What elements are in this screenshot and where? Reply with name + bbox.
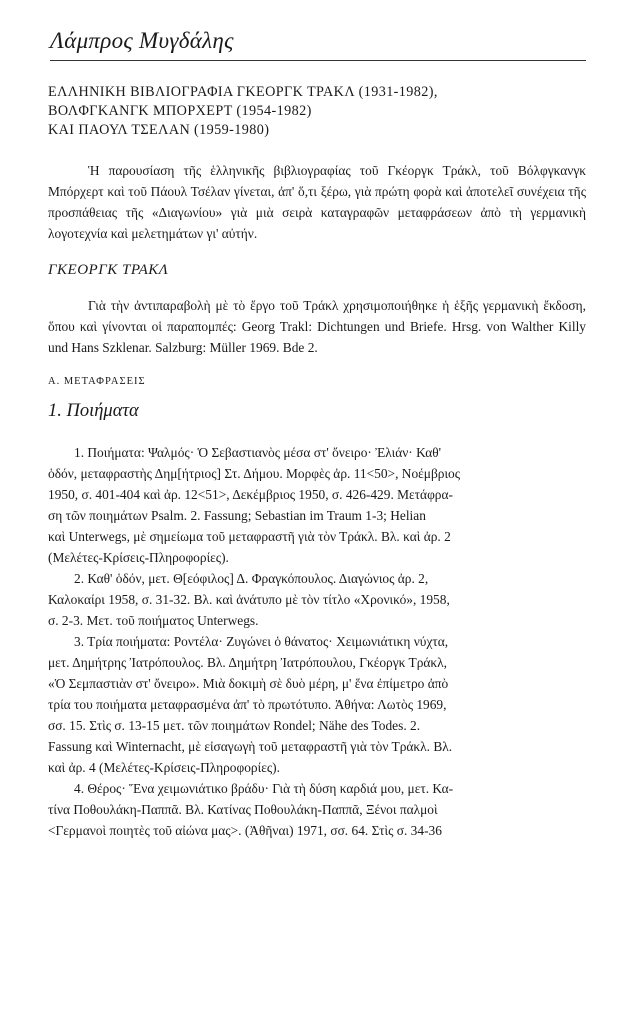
entry-line: τίνα Ποθουλάκη-Παππᾶ. Βλ. Κατίνας Ποθουλάκη-Παππᾶ, Ξένοι παλμοὶ (48, 802, 438, 817)
entry-line: 4. Θέρος· Ἕνα χειμωνιάτικο βράδυ· Γιὰ τὴ δύση καρδιά μου, μετ. Κα- (74, 781, 454, 796)
entry-line: μετ. Δημήτρης Ἰατρόπουλος. Βλ. Δημήτρη Ἰατρόπουλου, Γκέοργκ Τράκλ, (48, 655, 447, 670)
subsection-translations-label: Α. ΜΕΤΑΦΡΑΣΕΙΣ (48, 376, 146, 387)
entry-line: τρία του ποιήματα μεταφρασμένα ἀπ' τὸ πρωτότυπο. Ἀθήνα: Λωτὸς 1969, (48, 697, 447, 712)
entry-line: 1. Ποιήματα: Ψαλμός· Ὁ Σεβαστιανὸς μέσα στ' ὄνειρο· Ἐλιάν· Καθ' (74, 445, 442, 460)
edition-note-paragraph: Γιὰ τὴν ἀντιπαραβολὴ μὲ τὸ ἔργο τοῦ Τράκλ χρησιμοποιήθηκε ἡ ἑξῆς γερμανικὴ ἔκδοση, ὅπου καὶ γίνονται οἱ παραπομπές: Georg Trakl: Dichtungen und Briefe. Hrsg. von Walther Killy und Hans Szklenar. Salzburg: Müller 1969. Bde 2. (48, 298, 586, 355)
entry-line: 2. Καθ' ὁδόν, μετ. Θ[εόφιλος] Δ. Φραγκόπουλος. Διαγώνιος ἀρ. 2, (74, 571, 429, 586)
entry-line: καὶ ἀρ. 4 (Μελέτες-Κρίσεις-Πληροφορίες). (48, 760, 280, 775)
intro-paragraph: Ἡ παρουσίαση τῆς ἑλληνικῆς βιβλιογραφίας τοῦ Γκέοργκ Τράκλ, τοῦ Βόλφγκανγκ Μπόρχερτ καὶ τοῦ Πάουλ Τσέλαν γίνεται, ἀπ' ὅ,τι ξέρω, γιὰ πρώτη φορὰ καὶ ἀποτελεῖ συνέχεια τῆς προσπάθειας τῆς «Διαγωνίου» γιὰ μιὰ σειρὰ καταγραφῶν μεταφράσεων ἀπὸ τὴ γερμανικὴ λογοτεχνία καὶ μελετημάτων γι' αὐτήν. (48, 163, 586, 241)
bibliography-entry-1 (48, 442, 586, 568)
bibliography-entry-4 (48, 778, 586, 841)
entry-line: «Ὁ Σεμπαστιὰν στ' ὄνειρο». Μιὰ δοκιμὴ σὲ δυὸ μέρη, μ' ἕνα ἐπίμετρο ἀπὸ (48, 676, 449, 691)
title-line: ΚΑΙ ΠΑΟΥΛ ΤΣΕΛΑΝ (1959-1980) (48, 122, 270, 138)
running-header-author: Λάμπρος Μυγδάλης (50, 28, 586, 61)
entry-line: σσ. 15. Στὶς σ. 13-15 μετ. τῶν ποιημάτων Rondel; Nähe des Todes. 2. (48, 718, 421, 733)
poems-heading: 1. Ποιήματα (48, 401, 139, 421)
bibliography-entry-3 (48, 631, 586, 778)
entry-line: σ. 2-3. Μετ. τοῦ ποιήματος Unterwegs. (48, 613, 259, 628)
entry-line: Καλοκαίρι 1958, σ. 31-32. Βλ. καὶ ἀνάτυπο μὲ τὸν τίτλο «Χρονικό», 1958, (48, 592, 450, 607)
entry-line: καὶ Unterwegs, μὲ σημείωμα τοῦ μεταφραστῆ γιὰ τὸν Τράκλ. Βλ. καὶ ἀρ. 2 (48, 529, 451, 544)
section-heading-trakl: ΓΚΕΟΡΓΚ ΤΡΑΚΛ (48, 262, 169, 278)
article-title (48, 83, 586, 140)
entry-line: ὁδόν, μεταφραστὴς Δημ[ήτριος] Στ. Δήμου. Μορφὲς ἀρ. 11<50>, Νοέμβριος (48, 466, 461, 481)
entry-line: (Μελέτες-Κρίσεις-Πληροφορίες). (48, 550, 229, 565)
title-line: ΕΛΛΗΝΙΚΗ ΒΙΒΛΙΟΓΡΑΦΙΑ ΓΚΕΟΡΓΚ ΤΡΑΚΛ (1931-1982), (48, 84, 438, 100)
bibliography-entry-2 (48, 568, 586, 631)
entry-line: 1950, σ. 401-404 καὶ ἀρ. 12<51>, Δεκέμβριος 1950, σ. 426-429. Μετάφρα- (48, 487, 453, 502)
entry-line: Fassung καὶ Winternacht, μὲ εἰσαγωγὴ τοῦ μεταφραστῆ γιὰ τὸν Τράκλ. Βλ. (48, 739, 453, 754)
entry-line: 3. Τρία ποιήματα: Ροντέλα· Ζυγώνει ὁ θάνατος· Χειμωνιάτικη νύχτα, (74, 634, 449, 649)
entry-line: ση τῶν ποιημάτων Psalm. 2. Fassung; Sebastian im Traum 1-3; Helian (48, 508, 426, 523)
document-page (48, 28, 586, 841)
title-line: ΒΟΛΦΓΚΑΝΓΚ ΜΠΟΡΧΕΡΤ (1954-1982) (48, 103, 312, 119)
entry-line: <Γερμανοὶ ποιητὲς τοῦ αἰώνα μας>. (Ἀθῆναι) 1971, σσ. 64. Στὶς σ. 34-36 (48, 823, 442, 838)
